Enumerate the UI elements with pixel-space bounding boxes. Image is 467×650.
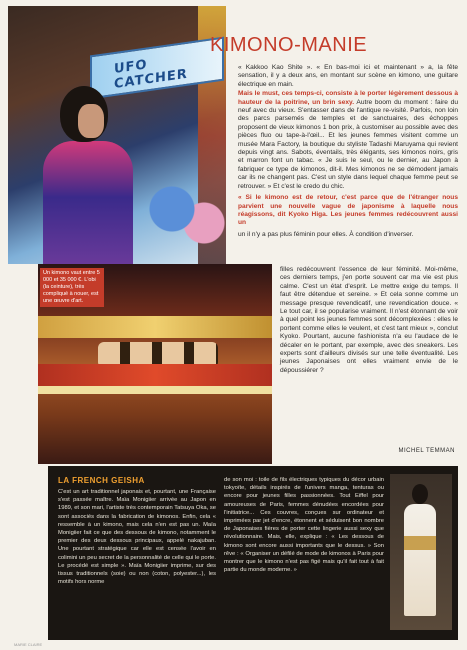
- sidebar-box: [48, 466, 458, 640]
- arcade-sign-text: UFO CATCHER: [114, 57, 188, 93]
- photo-kimono-arcade: [8, 6, 226, 264]
- pull-quote: « Si le kimono est de retour, c'est parce que de l'étranger nous parvient une nouvelle vague de japonisme à laquelle nous réagissons, dit Kyoko Higa. Les jeunes femmes redécouvrent aussi un: [238, 194, 458, 227]
- paragraph: « Kakkoo Kao Shite ». « En bas-moi ici et maintenant » a, la fête sensation, il y a deux ans, en montant sur scène en kimono, une guitare électrique en main.: [238, 64, 458, 88]
- photo-caption: Un kimono vaut entre 5 000 et 35 000 €. L'obi (la ceinture), très compliqué à nouer, est une œuvre d'art.: [40, 268, 104, 307]
- box-column-2: [224, 476, 384, 574]
- paragraph: [238, 90, 458, 191]
- photo-french-geisha: [390, 474, 452, 630]
- article-column-right: [238, 64, 458, 240]
- paragraph: filles redécouvrent l'essence de leur féminité. Moi-même, ces derniers temps, j'en porte souvent car ma vie est plus calme. C'est un état d'esprit. Le mettre exige du temps. Il faut être détendue et sereine. » Et cela sonne comme un message presque revendicatif, une revendication douce. « Le tout car, il se popularise vraiment. Il n'est étonnant de voir à quel point les jeunes femmes sont décomplexées : elles le portent comme elles le veulent, et c'est tant mieux », conclut Kyoko. Pourtant, aucune fashionista n'a eu l'audace de le décaler en le portant, par exemple, avec des sneakers. Les experts sont d'ailleurs divisés sur une telle éventualité. Les jeunes Japonaises ont elles vraiment envie de le dépoussiérer ?: [280, 266, 458, 374]
- article-column-continued: [280, 266, 458, 375]
- box-column-1: [58, 488, 216, 586]
- box-title: LA FRENCH GEISHA: [58, 476, 145, 485]
- box-paragraph: C'est un art traditionnel japonais et, pourtant, une Française s'est passée maître. Maïa Monigiier arrivée au Japon en 1989, et son mari, l'artiste très contemporain Tatsuya Oka, se sont associés dans la fabrication de kimonos. Enfin, cela « ressemble à un kimono, mais cela n'en est pas un. Maïa Monigiier fait ce que des dessous de kimono, notamment le premier des deux dessous principaux, appelé nakajuban. Une pourtant stratégique car elle est censée l'avoir en colimini un peu secret de la personnalité de celle qui le porte. Le procédé est simple ». Maïa Monigiier imprime, sur des tissus traditionnels (soie) ou non (coton, polyester...), les motifs hors norme: [58, 489, 216, 586]
- paragraph-text: Autre boom du moment : faire du neuf avec du vieux. S'entasser dans de l'antique re-visité. Parfois, non loin des parcs parsemés de temples et de sanctuaires, des échoppes proposent de vieux kimonos 1 bon prix, à customiser au possible avec des pièces fluo ou tape-à-l'œil... Et les jeunes femmes visitent comme un musée Mara Factory, la boutique du styliste Tadashi Maruyama qui revient depuis vingt ans. Sabots, éventails, très élégants, ses kimonos noirs, gris et marron font un tabac. « Je suis le seul, ou le dernier, au Japon à fabriquer ce type de kimonos, dit-il. Mes kimonos ne se démodent jamais car ils ne changent pas. C'est un style dans lequel chaque femme peut se retrouver. » Et c'est le credo du chic.: [238, 98, 458, 190]
- page-footer: MARIE CLAIRE: [14, 642, 43, 647]
- geisha-head: [412, 484, 428, 504]
- obi-cord: [38, 386, 272, 394]
- woman-face: [78, 104, 104, 138]
- paragraph: un il n'y a pas plus féminin pour elles. À condition d'inverser.: [238, 230, 414, 238]
- obi-gold-band: [38, 316, 272, 338]
- author-signature: MICHEL TEMMAN: [398, 448, 455, 454]
- geisha-obi: [404, 536, 436, 550]
- geisha-kimono: [404, 504, 436, 616]
- woman-kimono: [43, 141, 133, 264]
- plush-toys: [148, 181, 226, 251]
- box-paragraph: de son moi : toile de fils électriques typiques du décor urbain tokyoïte, détails inspirés de l'univers manga, tenturas ou encore pour jeunes filles passionnées. Tout Eiffel pour amoureuses de Paris, femmes dénudées encordées pour l'initiatrice... Ces couvres, conçues sur ordinateur et imprimées par jet d'encre, étonnent et séduisent bon nombre de Japonaises fières de porter cette lingerie aussi sexy que révolutionnaire. Mais, elle, explique : « Les dessous de kimono sont encore aussi importants que le dessus. » Son rêve : « Organiser un défilé de mode de kimonos à Paris pour montrer que le kimono n'est pas figé mais qu'il fait tout à fait partie du monde moderne. »: [224, 477, 384, 574]
- highlight-text: Mais le must, ces temps-ci, consiste à le porter légèrement dessous à hauteur de la poitrine, un brin sexy.: [238, 90, 458, 106]
- article-title: KIMONO-MANIE: [210, 34, 368, 56]
